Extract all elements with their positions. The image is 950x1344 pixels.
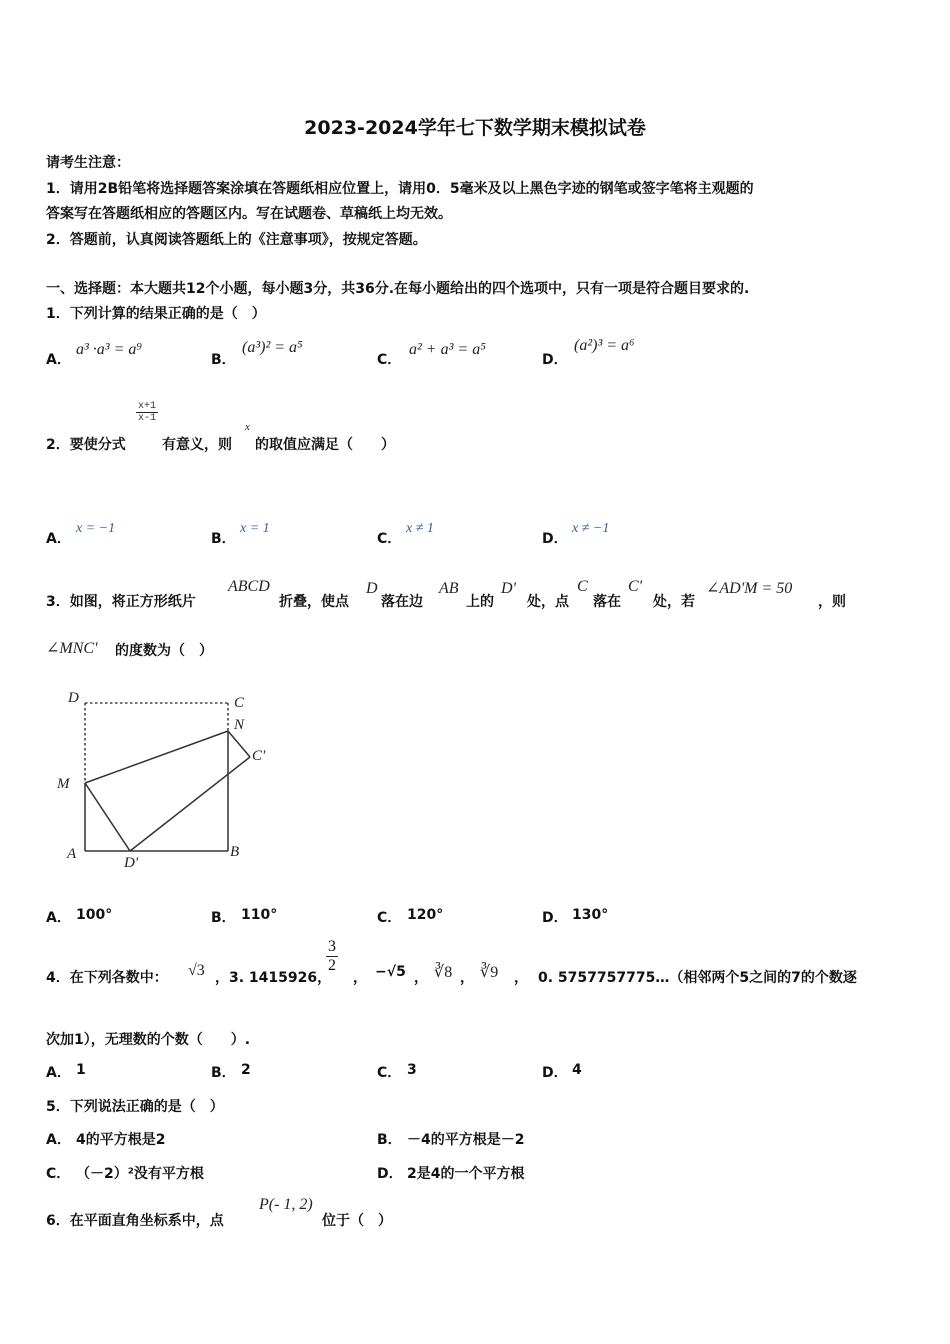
q5-option-b: －4的平方根是－2 — [407, 1132, 525, 1148]
q5-label-a: A． — [46, 1132, 71, 1148]
q4-fraction — [326, 938, 338, 975]
q4-label-b: B． — [211, 1065, 236, 1081]
q4-label-c: C． — [377, 1065, 402, 1081]
q4-number-4: −√5 — [375, 964, 406, 980]
q3-text-8: ，则 — [818, 594, 846, 610]
page-title: 2023-2024学年七下数学期末模拟试卷 — [304, 117, 646, 139]
q3-label-b: B． — [211, 910, 236, 926]
q6-stem-a: 6．在平面直角坐标系中，点 — [46, 1213, 224, 1229]
q2-label-a: A． — [46, 531, 71, 547]
q2-option-d: x ≠ −1 — [572, 521, 610, 536]
q4-number-2: ，3. 1415926， — [215, 970, 332, 986]
q4-option-a: 1 — [76, 1062, 86, 1078]
q3-text-6: 落在 — [593, 594, 621, 610]
q1-label-a: A． — [46, 352, 71, 368]
q3-c-prime: C' — [628, 578, 643, 595]
q5-stem: 5．下列说法正确的是（ ） — [46, 1099, 224, 1115]
q3-option-a: 100° — [76, 907, 113, 923]
q5-label-d: D． — [377, 1166, 403, 1182]
q1-option-a: a³ ·a³ = a⁹ — [76, 341, 142, 358]
q4-label-d: D． — [542, 1065, 568, 1081]
q2-variable: x — [245, 421, 250, 433]
q3-option-b: 110° — [241, 907, 278, 923]
q5-label-b: B． — [377, 1132, 402, 1148]
q2-label-b: B． — [211, 531, 236, 547]
q6-point: P(- 1, 2) — [259, 1196, 313, 1213]
q4-stem-c: 次加1），无理数的个数（ ）. — [46, 1032, 251, 1048]
q4-stem-a: 4．在下列各数中： — [46, 970, 168, 986]
q4-option-c: 3 — [407, 1062, 417, 1078]
q3-option-d: 130° — [572, 907, 609, 923]
q2-stem-c: 的取值应满足（ ） — [255, 437, 395, 453]
fig-edge-md — [85, 783, 130, 851]
notice-line-1b: 答案写在答题纸相应的答题区内。写在试题卷、草稿纸上均无效。 — [46, 206, 452, 222]
q3-d: D — [366, 580, 378, 597]
q3-abcd: ABCD — [228, 578, 270, 595]
fig-label-d: D — [68, 690, 79, 706]
q1-label-d: D． — [542, 352, 568, 368]
q2-fraction — [136, 401, 158, 424]
q5-option-c: （－2）²没有平方根 — [76, 1166, 204, 1182]
fig-label-c-prime: C' — [252, 748, 266, 764]
q4-number-1: √3 — [188, 962, 205, 979]
fig-label-d-prime: D' — [124, 855, 139, 871]
notice-line-1: 1．请用2B铅笔将选择题答案涂填在答题纸相应位置上，请用0．5毫米及以上黑色字迹的钢笔或签字笔将主观题的 — [46, 181, 754, 197]
q3-label-a: A． — [46, 910, 71, 926]
q2-option-b: x = 1 — [240, 521, 270, 536]
q3-angle: ∠AD'M = 50 — [706, 580, 793, 597]
q6-stem-b: 位于（ ） — [322, 1213, 392, 1229]
q3-text-5: 处，点 — [527, 594, 569, 610]
q3-text-4: 上的 — [466, 594, 494, 610]
q3-text-1: 3．如图，将正方形纸片 — [46, 594, 196, 610]
q2-stem-b: 有意义，则 — [162, 437, 232, 453]
fig-edge-mn — [85, 731, 228, 783]
q2-stem-a: 2．要使分式 — [46, 437, 126, 453]
q5-label-c: C． — [46, 1166, 71, 1182]
fig-label-n: N — [234, 717, 245, 733]
q4-sep-4: ， — [514, 970, 528, 986]
fig-label-c: C — [234, 695, 245, 711]
q2-option-c: x ≠ 1 — [406, 521, 434, 536]
q3-label-d: D． — [542, 910, 568, 926]
q2-label-c: C． — [377, 531, 402, 547]
q3-text-9: 的度数为（ ） — [115, 643, 213, 659]
q3-angle-mnc: ∠MNC' — [46, 640, 98, 657]
fig-label-b: B — [230, 844, 240, 860]
q3-c: C — [577, 578, 588, 595]
q4-number-6: ∛8 — [434, 964, 453, 981]
section-heading: 一、选择题：本大题共12个小题，每小题3分，共36分.在每小题给出的四个选项中，只有一项是符合题目要求的. — [46, 281, 750, 297]
q4-stem-b: 0. 5757757775…（相邻两个5之间的7的个数逐 — [538, 970, 857, 986]
q3-text-2: 折叠，使点 — [279, 594, 349, 610]
q1-label-b: B． — [211, 352, 236, 368]
q2-option-a: x = −1 — [76, 521, 116, 536]
q1-stem: 1．下列计算的结果正确的是（ ） — [46, 306, 266, 322]
fig-edge-nc — [228, 731, 250, 757]
fig-label-m: M — [57, 776, 70, 792]
q4-option-b: 2 — [241, 1062, 251, 1078]
q3-text-7: 处，若 — [653, 594, 695, 610]
q2-fraction-numerator: x+1 — [138, 401, 157, 412]
q1-option-d: (a²)³ = a⁶ — [574, 337, 635, 354]
q4-sep-2: ， — [414, 970, 428, 986]
q4-sep-1: ， — [353, 970, 367, 986]
fig-edge-cd — [130, 757, 250, 851]
q5-option-d: 2是4的一个平方根 — [407, 1166, 525, 1182]
q4-option-d: 4 — [572, 1062, 582, 1078]
q2-fraction-denominator: x-1 — [138, 413, 157, 424]
q4-label-a: A． — [46, 1065, 71, 1081]
q3-d-prime: D' — [501, 580, 516, 597]
notice-heading: 请考生注意： — [46, 155, 130, 171]
q4-sep-3: ， — [460, 970, 474, 986]
q1-option-b: (a³)² = a⁵ — [242, 339, 303, 356]
q3-ab: AB — [439, 580, 459, 597]
q4-number-8: ∛9 — [480, 964, 499, 981]
q3-text-3: 落在边 — [381, 594, 423, 610]
q2-label-d: D． — [542, 531, 568, 547]
q4-fraction-numerator: 3 — [328, 938, 336, 955]
notice-line-2: 2．答题前，认真阅读答题纸上的《注意事项》，按规定答题。 — [46, 232, 427, 248]
fig-label-a: A — [67, 846, 77, 862]
q3-label-c: C． — [377, 910, 402, 926]
q1-label-c: C． — [377, 352, 402, 368]
q1-option-c: a² + a³ = a⁵ — [409, 341, 486, 358]
q3-figure — [50, 680, 280, 875]
q5-option-a: 4的平方根是2 — [76, 1132, 166, 1148]
q3-option-c: 120° — [407, 907, 444, 923]
q4-fraction-denominator: 2 — [328, 957, 336, 974]
